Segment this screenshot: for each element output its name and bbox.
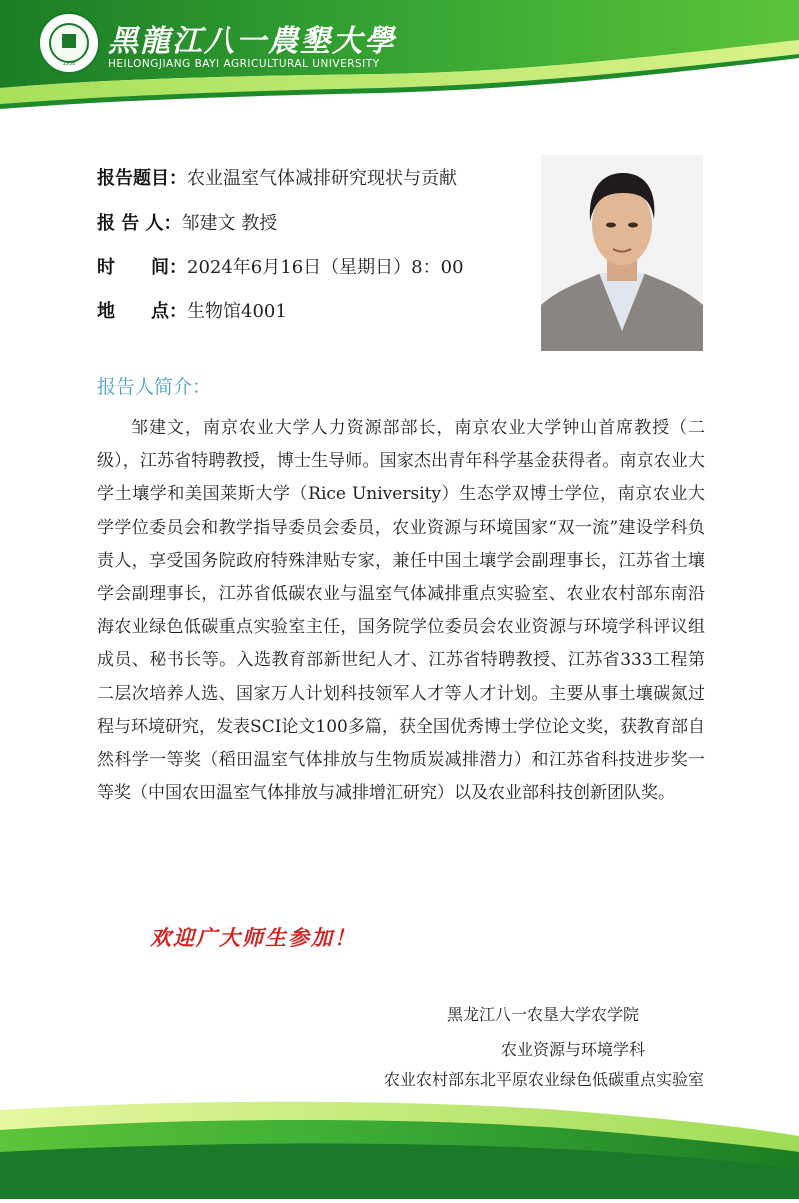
- bio-title: 报告人简介：: [97, 376, 212, 398]
- university-logo: [38, 12, 100, 74]
- footer-wave-graphic: [0, 1090, 799, 1199]
- time-label: 时 间：: [97, 257, 187, 278]
- university-name-en: HEILONGJIANG BAYI AGRICULTURAL UNIVERSITY: [108, 58, 380, 70]
- footer-banner: [0, 1090, 799, 1199]
- organizer-line-2: 农业资源与环境学科: [500, 1040, 645, 1059]
- university-name-cn: 黑龍江八一農墾大學: [108, 24, 396, 59]
- wheat-icon: [62, 34, 76, 48]
- place-value: 生物馆4001: [187, 301, 287, 322]
- time-row: [97, 253, 464, 279]
- speaker-value: 邹建文 教授: [181, 213, 278, 234]
- logo-emblem: [49, 23, 89, 63]
- topic-label: 报告题目：: [97, 168, 187, 189]
- organizer-line-3: 农业农村部东北平原农业绿色低碳重点实验室: [383, 1070, 704, 1089]
- place-row: [97, 297, 287, 323]
- logo-year: 1958: [62, 61, 76, 67]
- topic-value: 农业温室气体减排研究现状与贡献: [187, 168, 457, 189]
- speaker-photo: [541, 155, 703, 351]
- speaker-label: 报 告 人：: [97, 213, 182, 234]
- bio-paragraph: 邹建文，南京农业大学人力资源部部长，南京农业大学钟山首席教授（二级），江苏省特聘教授，博士生导师。国家杰出青年科学基金获得者。南京农业大学土壤学和美国莱斯大学（Rice University）生态学双博士学位，南京农业大学学位委员会和教学指导委员会委员，农业资源与环境国家“双一流”建设学科负责人，享受国务院政府特殊津贴专家，兼任中国土壤学会副理事长，江苏省土壤学会副理事长，江苏省低碳农业与温室气体减排重点实验室、农业农村部东南沿海农业绿色低碳重点实验室主任，国务院学位委员会农业资源与环境学科评议组成员、秘书长等。入选教育部新世纪人才、江苏省特聘教授、江苏省333工程第二层次培养人选、国家万人计划科技领军人才等人才计划。主要从事土壤碳氮过程与环境研究，发表SCI论文100多篇，获全国优秀博士学位论文奖，获教育部自然科学一等奖（稻田温室气体排放与生物质炭减排潜力）和江苏省科技进步奖一等奖（中国农田温室气体排放与减排增汇研究）以及农业部科技创新团队奖。: [97, 418, 705, 804]
- speaker-portrait-image: [541, 155, 703, 351]
- place-label: 地 点：: [97, 301, 187, 322]
- header-banner: [0, 0, 799, 110]
- time-value: 2024年6月16日（星期日）8：00: [187, 257, 464, 278]
- topic-row: [97, 164, 457, 190]
- speaker-row: [97, 209, 277, 235]
- organizer-line-1: 黑龙江八一农垦大学农学院: [446, 1005, 639, 1024]
- welcome-message: 欢迎广大师生参加！: [150, 925, 357, 950]
